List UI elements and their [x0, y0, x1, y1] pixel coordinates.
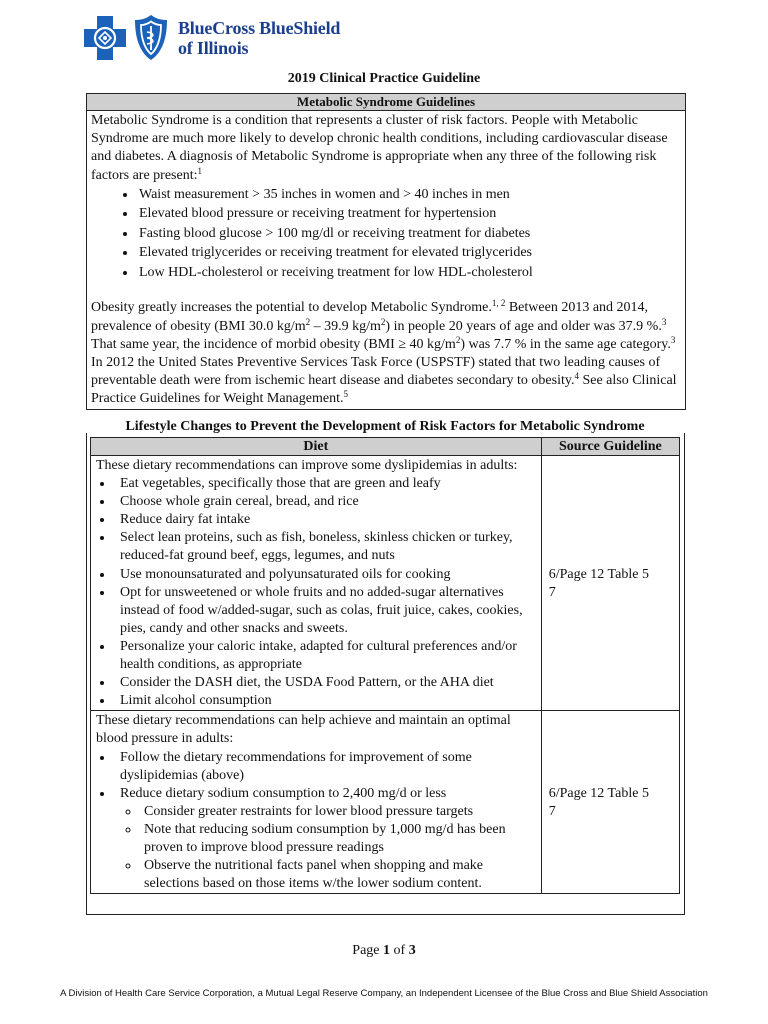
diet-subitem: ◦ Note that reducing sodium consumption by 1,000 mg/d has been proven to improve blood pressure readings — [140, 821, 536, 857]
intro-paragraph — [91, 112, 681, 185]
obesity-text: Obesity greatly increases the potential to develop Metabolic Syndrome. — [91, 300, 492, 316]
row-intro: These dietary recommendations can help achieve and maintain an optimal blood pressure in adults: — [96, 713, 511, 747]
page-current: 1 — [383, 943, 391, 958]
risk-factor-item: • Elevated blood pressure or receiving treatment for hypertension — [137, 204, 681, 224]
diet-item: • Select lean proteins, such as fish, boneless, skinless chicken or turkey, reduced-fat ground beef, eggs, legumes, and nuts — [114, 529, 536, 565]
metabolic-syndrome-body — [87, 111, 685, 409]
diet-item: • Personalize your caloric intake, adapted for cultural preferences and/or health conditions, as appropriate — [114, 638, 536, 674]
reference: 1, 2 — [491, 298, 506, 309]
intro-text: Metabolic Syndrome is a condition that represents a cluster of risk factors. People with Metabolic Syndrome are much more likely to develop chronic health conditions, including cardiovascular disease and diabetes. A diagnosis of Metabolic Syndrome is appropriate when any three of the following risk factors are present: — [91, 113, 668, 183]
diet-list — [96, 749, 536, 894]
source-line: 6/Page 12 Table 5 — [548, 785, 649, 801]
obesity-text: – 39.9 kg/m — [310, 318, 381, 334]
diet-cell — [91, 711, 542, 894]
reference: 3 — [661, 316, 667, 327]
metabolic-syndrome-header: Metabolic Syndrome Guidelines — [87, 94, 685, 111]
brand-name-line1: BlueCross BlueShield — [178, 18, 341, 38]
diet-item — [114, 785, 536, 894]
diet-item: • Consider the DASH diet, the USDA Food Pattern, or the AHA diet — [114, 674, 536, 692]
diet-item: • Eat vegetables, specifically those that are green and leafy — [114, 475, 536, 493]
table-header-row — [91, 438, 680, 456]
row-intro: These dietary recommendations can improve some dyslipidemias in adults: — [96, 458, 518, 473]
footer-disclaimer: A Division of Health Care Service Corporation, a Mutual Legal Reserve Company, an Independent Licensee of the Blue Cross and Blue Shield Association — [60, 988, 708, 999]
diet-cell — [91, 456, 542, 711]
source-line: 7 — [548, 584, 556, 600]
obesity-text: See also Clinical Practice Guidelines for Weight Management. — [91, 373, 677, 407]
obesity-text: In 2012 the United States Preventive Services Task Force (USPSTF) stated that two leading causes of preventable death were from ischemic heart disease and diabetes secondary to obesity. — [91, 354, 661, 389]
risk-factor-item: • Low HDL-cholesterol or receiving treatment for low HDL-cholesterol — [137, 263, 681, 283]
obesity-text: Between 2013 and 2014, prevalence of obesity (BMI 30.0 kg/m — [91, 300, 649, 334]
diet-item: • Limit alcohol consumption — [114, 692, 536, 710]
column-header-diet: Diet — [91, 438, 542, 456]
lifestyle-table — [90, 437, 680, 894]
company-logo — [82, 12, 340, 64]
source-cell — [541, 711, 679, 894]
diet-item: • Opt for unsweetened or whole fruits and no added-sugar alternatives instead of food w/added-sugar, such as colas, fruit juice, cakes, cookies, pies, candy and other snacks and sweets. — [114, 584, 536, 638]
blue-cross-icon — [82, 14, 128, 62]
column-header-source: Source Guideline — [541, 438, 679, 456]
diet-item: • Reduce dairy fat intake — [114, 511, 536, 529]
obesity-paragraph — [91, 299, 681, 408]
diet-sublist — [120, 803, 536, 893]
risk-factor-item: • Elevated triglycerides or receiving treatment for elevated triglycerides — [137, 243, 681, 263]
superscript: 2 — [305, 316, 311, 327]
obesity-text: That same year, the incidence of morbid obesity (BMI ≥ 40 kg/m — [91, 336, 456, 352]
page-prefix: Page — [352, 943, 384, 958]
obesity-text: ) was 7.7 % in the same age category. — [460, 336, 671, 352]
table-row — [91, 711, 680, 894]
diet-list — [96, 475, 536, 710]
risk-factor-list — [91, 185, 681, 283]
reference: 5 — [343, 389, 348, 400]
diet-item: • Use monounsaturated and polyunsaturated oils for cooking — [114, 566, 536, 584]
metabolic-syndrome-box — [86, 93, 686, 410]
page-total: 3 — [408, 943, 416, 958]
lifestyle-title: Lifestyle Changes to Prevent the Development of Risk Factors for Metabolic Syndrome — [125, 419, 645, 434]
source-line: 6/Page 12 Table 5 — [548, 566, 649, 582]
brand-name-line2: of Illinois — [178, 38, 249, 58]
diet-item: • Choose whole grain cereal, bread, and rice — [114, 493, 536, 511]
table-row — [91, 456, 680, 711]
reference: 3 — [670, 334, 676, 345]
source-cell — [541, 456, 679, 711]
diet-item-text: Reduce dietary sodium consumption to 2,400 mg/d or less — [120, 785, 447, 801]
superscript: 2 — [455, 334, 461, 345]
brand-name — [178, 18, 340, 58]
risk-factor-item: • Waist measurement > 35 inches in women and > 40 inches in men — [137, 185, 681, 205]
page-number — [0, 943, 768, 959]
intro-reference: 1 — [197, 165, 202, 176]
source-line: 7 — [548, 803, 556, 819]
document-title: 2019 Clinical Practice Guideline — [287, 71, 481, 86]
obesity-text: ) in people 20 years of age and older was 37.9 %. — [385, 318, 662, 334]
blue-shield-icon — [132, 14, 170, 62]
risk-factor-item: • Fasting blood glucose > 100 mg/dl or receiving treatment for diabetes — [137, 224, 681, 244]
diet-item: • Follow the dietary recommendations for improvement of some dyslipidemias (above) — [114, 749, 536, 785]
reference: 4 — [574, 371, 579, 382]
diet-subitem: ◦ Observe the nutritional facts panel when shopping and make selections based on those items w/the lower sodium content. — [140, 857, 536, 893]
page-middle: of — [390, 943, 409, 958]
diet-subitem: ◦ Consider greater restraints for lower blood pressure targets — [140, 803, 536, 821]
superscript: 2 — [380, 316, 386, 327]
